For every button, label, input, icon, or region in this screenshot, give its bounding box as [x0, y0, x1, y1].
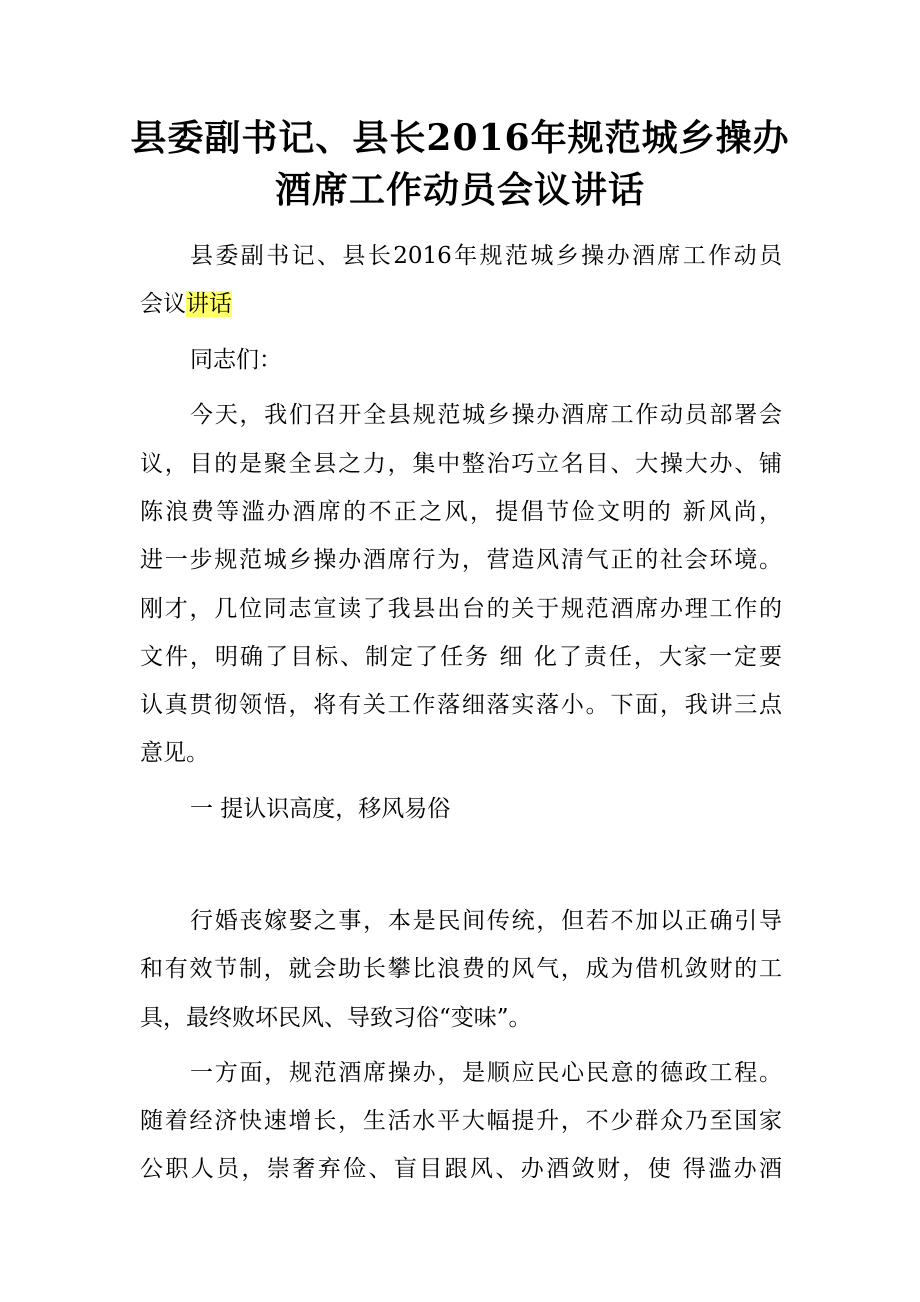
paragraph1-line: 刚才，几位同志宣读了我县出台的关于规范酒席办理工作的 — [140, 596, 782, 622]
paragraph2-line: 具，最终败坏民风、导致习俗“变味”。 — [140, 1005, 532, 1031]
paragraph2-line: 行婚丧嫁娶之事，本是民间传统，但若不加以正确引导 — [190, 908, 782, 934]
section-heading: 一 提认识高度，移风易俗 — [190, 796, 451, 822]
document-title-line-2: 酒席工作动员会议讲话 — [274, 169, 645, 211]
paragraph3-line: 公职人员，崇奢弃俭、盲目跟风、办酒敛财，使 得滥办酒 — [140, 1156, 782, 1182]
paragraph1-line: 文件，明确了目标、制定了任务 细 化了责任，大家一定要 — [140, 644, 782, 670]
paragraph1-line: 认真贯彻领悟，将有关工作落细落实落小。下面，我讲三点 — [140, 692, 782, 718]
salutation: 同志们： — [190, 347, 282, 373]
subtitle-line-1: 县委副书记、县长2016年规范城乡操办酒席工作动员 — [190, 243, 782, 269]
highlighted-text: 讲话 — [186, 291, 232, 317]
paragraph2-line: 和有效节制，就会助长攀比浪费的风气，成为借机敛财的工 — [140, 956, 782, 982]
paragraph3-line: 一方面，规范酒席操办，是顺应民心民意的德政工程。 — [190, 1060, 782, 1086]
paragraph1-line: 进一步规范城乡操办酒席行为，营造风清气正的社会环境。 — [140, 547, 782, 573]
paragraph1-line: 陈浪费等滥办酒席的不正之风，提倡节俭文明的 新风尚， — [140, 499, 782, 525]
paragraph1-line: 议，目的是聚全县之力，集中整治巧立名目、大操大办、铺 — [140, 451, 782, 477]
subtitle-prefix: 会议 — [140, 291, 186, 317]
subtitle-line-2 — [140, 284, 232, 324]
paragraph3-line: 随着经济快速增长，生活水平大幅提升，不少群众乃至国家 — [140, 1108, 782, 1134]
paragraph1-line: 意见。 — [140, 740, 209, 766]
paragraph1-line: 今天，我们召开全县规范城乡操办酒席工作动员部署会 — [190, 402, 782, 428]
document-title-line-1: 县委副书记、县长2016年规范城乡操办 — [130, 117, 790, 159]
